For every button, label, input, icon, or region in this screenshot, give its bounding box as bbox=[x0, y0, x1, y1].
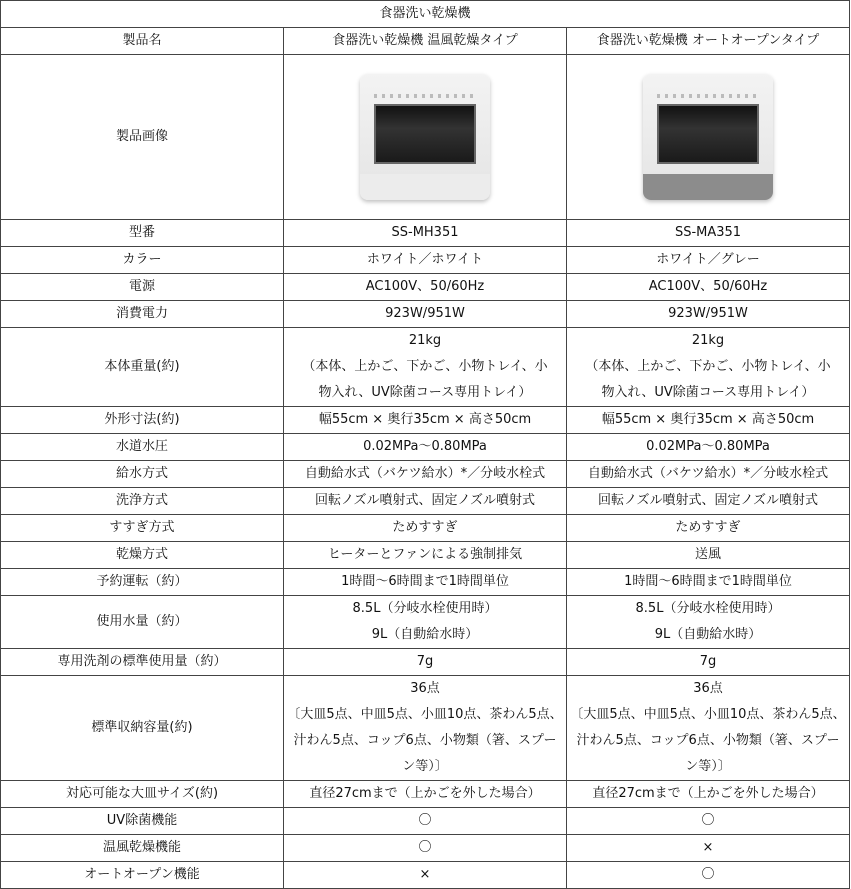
spec-value-line: 直径27cmまで（上かごを外した場合） bbox=[592, 786, 824, 801]
spec-value-line: 923W/951W bbox=[668, 306, 748, 321]
spec-row bbox=[1, 781, 850, 808]
product2-image-cell bbox=[567, 55, 850, 220]
spec-row bbox=[1, 808, 850, 835]
spec-value-product2 bbox=[567, 676, 850, 781]
spec-label: 専用洗剤の標準使用量（約） bbox=[1, 649, 284, 676]
product1-image bbox=[360, 74, 490, 200]
spec-value-line: AC100V、50/60Hz bbox=[648, 279, 768, 294]
spec-value-line: 〇 bbox=[701, 867, 715, 882]
spec-value-product1 bbox=[284, 328, 567, 407]
spec-label: 予約運転（約） bbox=[1, 569, 284, 596]
spec-row bbox=[1, 274, 850, 301]
spec-label: カラー bbox=[1, 247, 284, 274]
spec-value-line: 9L（自動給水時） bbox=[654, 627, 762, 642]
spec-value-line: SS-MH351 bbox=[391, 225, 459, 240]
spec-value-line: 8.5L（分岐水栓使用時） bbox=[635, 601, 781, 616]
spec-value-line: 幅55cm × 奥行35cm × 高さ50cm bbox=[318, 412, 532, 427]
spec-row bbox=[1, 488, 850, 515]
spec-label: 温風乾燥機能 bbox=[1, 835, 284, 862]
spec-value-product1 bbox=[284, 247, 567, 274]
spec-value-product1 bbox=[284, 274, 567, 301]
spec-label: すすぎ方式 bbox=[1, 515, 284, 542]
spec-label: オートオープン機能 bbox=[1, 862, 284, 889]
spec-value-product1 bbox=[284, 808, 567, 835]
spec-row bbox=[1, 835, 850, 862]
spec-row bbox=[1, 596, 850, 649]
spec-value-line: 8.5L（分岐水栓使用時） bbox=[352, 601, 498, 616]
spec-label: 対応可能な大皿サイズ(約) bbox=[1, 781, 284, 808]
spec-value-line: 〔大皿5点、中皿5点、小皿10点、茶わん5点、 bbox=[570, 707, 846, 722]
spec-value-line: SS-MA351 bbox=[674, 225, 742, 240]
spec-value-line: 物入れ、UV除菌コース専用トレイ） bbox=[318, 385, 532, 400]
spec-label: 乾燥方式 bbox=[1, 542, 284, 569]
spec-value-line: 7g bbox=[699, 654, 717, 669]
spec-value-line: ためすすぎ bbox=[675, 520, 741, 535]
spec-value-line: （本体、上かご、下かご、小物トレイ、小 bbox=[302, 359, 548, 374]
image-row bbox=[1, 55, 850, 220]
spec-label: 水道水圧 bbox=[1, 434, 284, 461]
spec-value-product2 bbox=[567, 649, 850, 676]
spec-value-line: （本体、上かご、下かご、小物トレイ、小 bbox=[585, 359, 831, 374]
image-row-label: 製品画像 bbox=[1, 55, 284, 220]
spec-value-line: 回転ノズル噴射式、固定ノズル噴射式 bbox=[315, 493, 535, 508]
spec-value-line: 汁わん5点、コップ6点、小物類（箸、スプー bbox=[576, 733, 840, 748]
spec-value-line: ホワイト／ホワイト bbox=[366, 252, 484, 267]
spec-value-line: 回転ノズル噴射式、固定ノズル噴射式 bbox=[598, 493, 818, 508]
spec-value-line: 物入れ、UV除菌コース専用トレイ） bbox=[601, 385, 815, 400]
spec-value-product1 bbox=[284, 835, 567, 862]
spec-value-product1 bbox=[284, 461, 567, 488]
header-label: 製品名 bbox=[1, 28, 284, 55]
spec-row bbox=[1, 676, 850, 781]
spec-value-product1 bbox=[284, 488, 567, 515]
spec-value-line: ヒーターとファンによる強制排気 bbox=[327, 547, 523, 562]
spec-value-product2 bbox=[567, 461, 850, 488]
spec-row bbox=[1, 220, 850, 247]
spec-value-product1 bbox=[284, 569, 567, 596]
spec-row bbox=[1, 247, 850, 274]
spec-value-line: 〔大皿5点、中皿5点、小皿10点、茶わん5点、 bbox=[287, 707, 563, 722]
product2-image bbox=[643, 74, 773, 200]
spec-value-product2 bbox=[567, 542, 850, 569]
spec-label: 本体重量(約) bbox=[1, 328, 284, 407]
spec-value-line: 0.02MPa〜0.80MPa bbox=[363, 439, 487, 454]
spec-value-line: 汁わん5点、コップ6点、小物類（箸、スプー bbox=[293, 733, 557, 748]
spec-label: UV除菌機能 bbox=[1, 808, 284, 835]
spec-value-line: 直径27cmまで（上かごを外した場合） bbox=[309, 786, 541, 801]
spec-row bbox=[1, 407, 850, 434]
spec-value-line: 自動給水式（バケツ給水）*／分岐水栓式 bbox=[304, 466, 546, 481]
spec-value-line: ホワイト／グレー bbox=[656, 252, 760, 267]
spec-row bbox=[1, 301, 850, 328]
spec-row bbox=[1, 434, 850, 461]
spec-value-line: 21kg bbox=[408, 333, 442, 348]
spec-value-product2 bbox=[567, 247, 850, 274]
spec-label: 標準収納容量(約) bbox=[1, 676, 284, 781]
product1-image-cell bbox=[284, 55, 567, 220]
spec-value-line: 36点 bbox=[410, 681, 440, 696]
spec-row bbox=[1, 461, 850, 488]
spec-value-product2 bbox=[567, 220, 850, 247]
spec-value-line: × bbox=[702, 840, 714, 855]
spec-value-product2 bbox=[567, 596, 850, 649]
spec-row bbox=[1, 649, 850, 676]
spec-value-product1 bbox=[284, 301, 567, 328]
spec-value-product2 bbox=[567, 835, 850, 862]
spec-row bbox=[1, 515, 850, 542]
spec-label: 洗浄方式 bbox=[1, 488, 284, 515]
spec-value-product2 bbox=[567, 434, 850, 461]
spec-label: 外形寸法(約) bbox=[1, 407, 284, 434]
spec-row bbox=[1, 569, 850, 596]
spec-value-line: 〇 bbox=[418, 840, 432, 855]
spec-value-line: AC100V、50/60Hz bbox=[365, 279, 485, 294]
spec-value-line: 〇 bbox=[701, 813, 715, 828]
spec-value-product2 bbox=[567, 808, 850, 835]
spec-row bbox=[1, 542, 850, 569]
spec-value-line: 7g bbox=[416, 654, 434, 669]
spec-label: 電源 bbox=[1, 274, 284, 301]
spec-value-line: 1時間〜6時間まで1時間単位 bbox=[624, 574, 792, 589]
spec-value-product1 bbox=[284, 596, 567, 649]
spec-value-product1 bbox=[284, 407, 567, 434]
spec-value-line: 〇 bbox=[418, 813, 432, 828]
spec-value-product2 bbox=[567, 301, 850, 328]
spec-row bbox=[1, 862, 850, 889]
spec-value-product1 bbox=[284, 434, 567, 461]
spec-value-product1 bbox=[284, 220, 567, 247]
product1-name: 食器洗い乾燥機 温風乾燥タイプ bbox=[284, 28, 567, 55]
title-row bbox=[1, 1, 850, 28]
spec-value-line: 1時間〜6時間まで1時間単位 bbox=[341, 574, 509, 589]
spec-label: 型番 bbox=[1, 220, 284, 247]
spec-label: 消費電力 bbox=[1, 301, 284, 328]
spec-value-product2 bbox=[567, 862, 850, 889]
product2-name: 食器洗い乾燥機 オートオープンタイプ bbox=[567, 28, 850, 55]
spec-value-product2 bbox=[567, 569, 850, 596]
spec-value-line: ン等）〕 bbox=[685, 759, 731, 774]
spec-row bbox=[1, 328, 850, 407]
spec-value-product1 bbox=[284, 515, 567, 542]
spec-value-line: 送風 bbox=[694, 547, 721, 562]
spec-value-product1 bbox=[284, 862, 567, 889]
spec-value-line: 9L（自動給水時） bbox=[371, 627, 479, 642]
spec-value-line: × bbox=[419, 867, 431, 882]
spec-label: 使用水量（約） bbox=[1, 596, 284, 649]
spec-value-line: ン等）〕 bbox=[402, 759, 448, 774]
spec-value-product2 bbox=[567, 328, 850, 407]
spec-value-line: 36点 bbox=[693, 681, 723, 696]
spec-value-product2 bbox=[567, 407, 850, 434]
spec-value-line: ためすすぎ bbox=[392, 520, 458, 535]
spec-value-line: 21kg bbox=[691, 333, 725, 348]
spec-value-line: 923W/951W bbox=[385, 306, 465, 321]
spec-value-product1 bbox=[284, 649, 567, 676]
spec-value-product2 bbox=[567, 781, 850, 808]
spec-value-product2 bbox=[567, 274, 850, 301]
spec-value-line: 自動給水式（バケツ給水）*／分岐水栓式 bbox=[587, 466, 829, 481]
spec-value-line: 0.02MPa〜0.80MPa bbox=[646, 439, 770, 454]
spec-value-product2 bbox=[567, 515, 850, 542]
spec-value-product2 bbox=[567, 488, 850, 515]
header-row bbox=[1, 28, 850, 55]
spec-value-product1 bbox=[284, 676, 567, 781]
spec-value-line: 幅55cm × 奥行35cm × 高さ50cm bbox=[601, 412, 815, 427]
spec-value-product1 bbox=[284, 781, 567, 808]
spec-value-product1 bbox=[284, 542, 567, 569]
spec-label: 給水方式 bbox=[1, 461, 284, 488]
table-title: 食器洗い乾燥機 bbox=[1, 1, 850, 28]
